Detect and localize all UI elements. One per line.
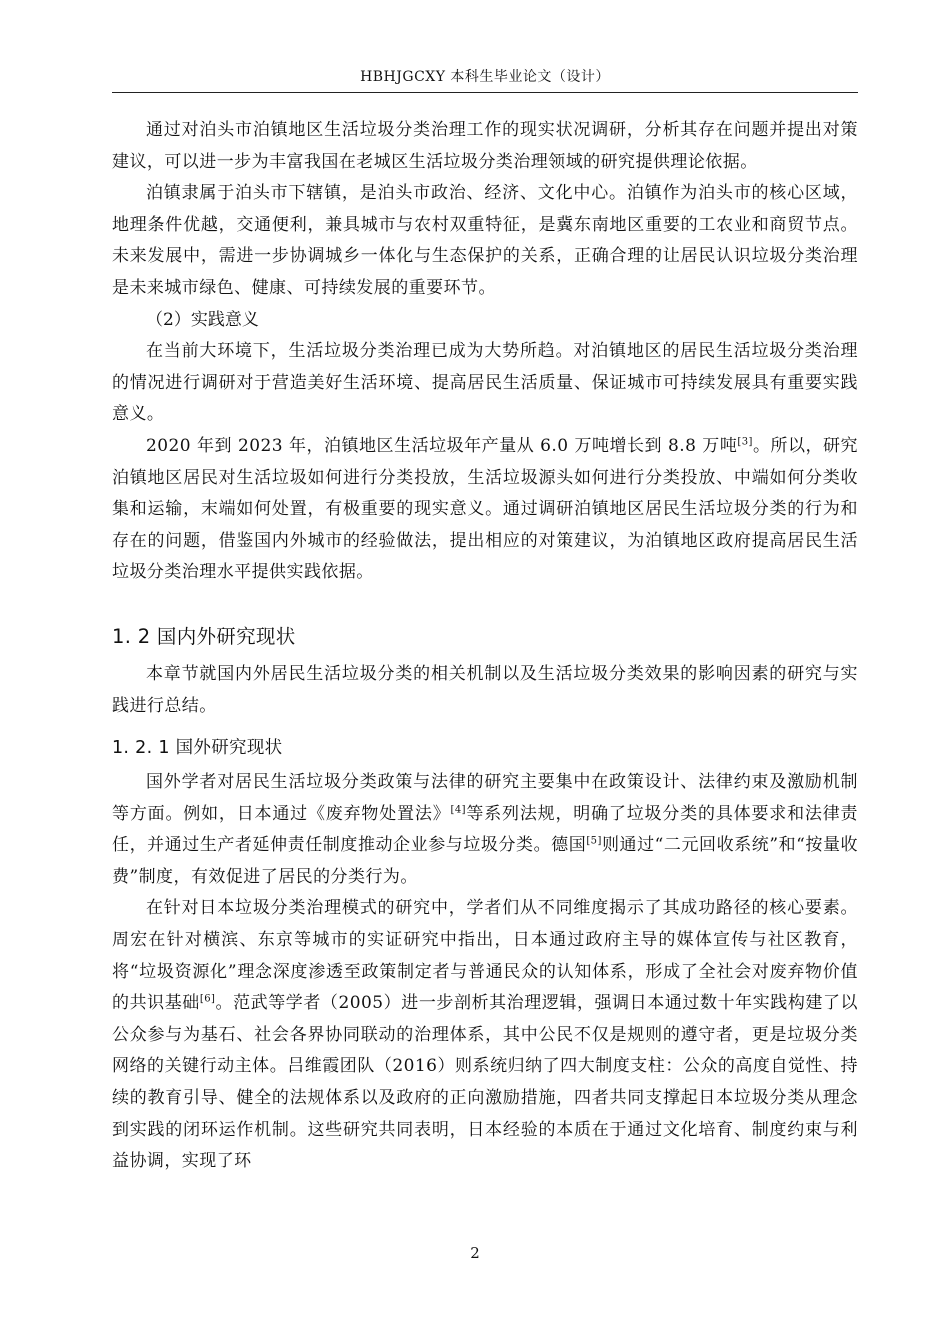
paragraph-theoretical-basis: 通过对泊头市泊镇地区生活垃圾分类治理工作的现实状况调研，分析其存在问题并提出对策建议，可以进一步为丰富我国在老城区生活垃圾分类治理领域的研究提供理论依据。 (112, 120, 858, 172)
citation-ref-4: [4] (450, 804, 467, 816)
page-number: 2 (470, 1244, 480, 1262)
paragraph-waste-output (112, 431, 858, 589)
section-heading-1-2: 1. 2 国内外研究现状 (112, 624, 296, 648)
citation-ref-6: [6] (199, 993, 216, 1005)
paragraph-section-intro: 本章节就国内外居民生活垃圾分类的相关机制以及生活垃圾分类效果的影响因素的研究与实践进行总结。 (112, 663, 858, 716)
paragraph-foreign-policy (112, 767, 858, 893)
citation-ref-5: [5] (586, 835, 602, 847)
header-title: HBHJGCXY 本科生毕业论文（设计） (360, 69, 610, 85)
page-footer (0, 1244, 950, 1262)
page-body (112, 115, 858, 1178)
text-span: 国外学者对居民生活垃圾分类政策与法律的研究主要集中在政策设计、法律约束及激励机制等方面。例如，日本通过《废弃物处置法》 (112, 772, 858, 824)
section-heading-1-2-1: 1. 2. 1 国外研究现状 (112, 738, 283, 759)
text-span: 。所以，研究泊镇地区居民对生活垃圾如何进行分类投放，生活垃圾源头如何进行分类投放、中端如何分类收集和运输，末端如何处置，有极重要的现实意义。通过调研泊镇地区居民生活垃圾分类的行为和存在的问题，借鉴国内外城市的经验做法，提出相应的对策建议，为泊镇地区政府提高居民生活垃圾分类治理水平提供实践依据。 (112, 435, 858, 583)
text-span: 。范武等学者（2005）进一步剖析其治理逻辑，强调日本通过数十年实践构建了以公众参与为基石、社会各界协同联动的治理体系，其中公民不仅是规则的遵守者，更是垃圾分类网络的关键行动主体。吕维霞团队（2016）则系统归纳了四大制度支柱：公众的高度自觉性、持续的教育引导、健全的法规体系以及政府的正向激励措施，四者共同支撑起日本垃圾分类从理念到实践的闭环运作机制。这些研究共同表明，日本经验的本质在于通过文化培育、制度约束与利益协调，实现了环 (112, 993, 858, 1172)
citation-ref-3: [3] (737, 436, 753, 448)
text-span: 2020 年到 2023 年，泊镇地区生活垃圾年产量从 6.0 万吨增长到 8.8 万吨 (146, 435, 738, 456)
subheading-practical-significance: （2）实践意义 (146, 309, 259, 330)
paragraph-bozhen-overview: 泊镇隶属于泊头市下辖镇，是泊头市政治、经济、文化中心。泊镇作为泊头市的核心区域，地理条件优越，交通便利，兼具城市与农村双重特征，是冀东南地区重要的工农业和商贸节点。未来发展中，需进一步协调城乡一体化与生态保护的关系，正确合理的让居民认识垃圾分类治理是未来城市绿色、健康、可持续发展的重要环节。 (112, 183, 858, 298)
paragraph-practical-significance: 在当前大环境下，生活垃圾分类治理已成为大势所趋。对泊镇地区的居民生活垃圾分类治理的情况进行调研对于营造美好生活环境、提高居民生活质量、保证城市可持续发展具有重要实践意义。 (112, 341, 858, 425)
paragraph-japan-model (112, 893, 858, 1177)
text-span: 则通过“二元回收系统”和“按量收费”制度，有效促进了居民的分类行为。 (112, 835, 858, 887)
page-header (112, 66, 858, 93)
text-span: 在针对日本垃圾分类治理模式的研究中，学者们从不同维度揭示了其成功路径的核心要素。周宏在针对横滨、东京等城市的实证研究中指出，日本通过政府主导的媒体宣传与社区教育，将“垃圾资源化”理念深度渗透至政策制定者与普通民众的认知体系，形成了全社会对废弃物价值的共识基础 (112, 898, 858, 1014)
text-span: 等系列法规，明确了垃圾分类的具体要求和法律责任，并通过生产者延伸责任制度推动企业参与垃圾分类。德国 (112, 803, 858, 856)
